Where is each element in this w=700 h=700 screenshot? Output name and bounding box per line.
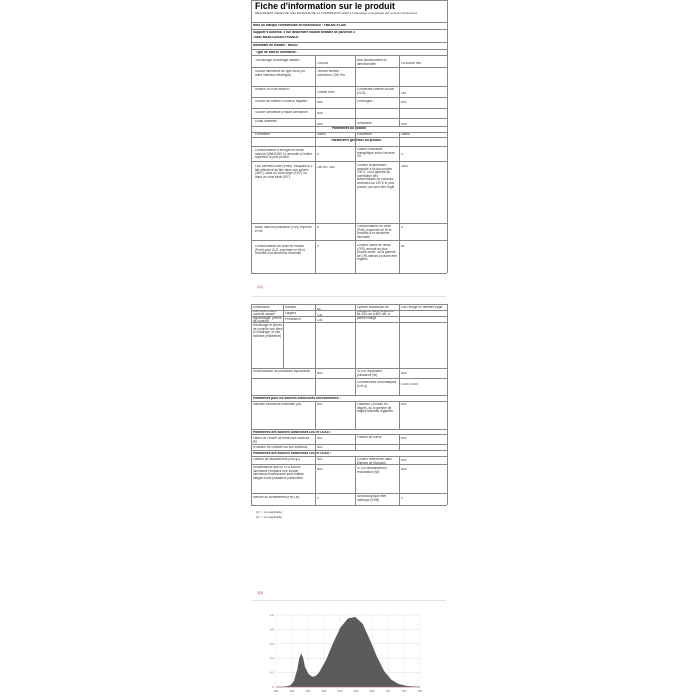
x-tick-label: 550 [337,689,343,693]
page-number-1: 1(1) [257,285,264,289]
table-rule [251,22,447,23]
table-rule [251,395,447,396]
led-params-header: Paramètres des sources lumineuses LED et OLED : [253,431,331,434]
fluorescent-replacement-label: Réclamations que un LED source lumineuse remplace une source lumineuse fluorescente sans ballast intégré d'une puissance particulière [253,466,304,480]
replacement-claim-label: Si Oui remplacement réclamation (W) [357,467,387,474]
table-rule [399,434,400,450]
y-tick-label: 0.8 [269,627,274,632]
mains-label: Secteur ou hors secteur : [255,88,291,91]
cap-type-value: Tension secteur connexion CAK Yes [317,70,345,77]
color-consistency-value: N/A [401,459,407,462]
on-mode-power-value: 6 [317,226,319,229]
table-rule [283,304,284,368]
r9-label: Valeur de l'indice de rendu des couleurs R9 [253,437,310,444]
table-rule [355,304,356,396]
efficiency-class-value: G [401,153,404,156]
spectrum-area [276,617,420,687]
envelope-value: N/A [401,101,407,104]
stroboscopic-value: 0 [401,497,403,500]
table-rule [399,401,400,429]
cls-value: Oui [401,92,406,95]
table-rule [251,137,447,138]
footnote-1: (1) '-': non applicable ; [256,511,284,514]
table-rule [355,456,356,505]
footnote-2: (2) '-': non applicable ; [256,516,284,519]
chromaticity-value: 0.440 0.405 [401,383,418,386]
y-tick-label: 1.0 [269,613,274,617]
width-label: Largeur [285,312,296,315]
y-tick-label: 0 [272,685,274,689]
width-value: 135 [317,314,323,317]
table-rule [355,55,356,127]
table-rule [251,161,447,162]
table-rule [399,456,400,505]
table-rule [251,310,447,311]
page-separator [251,296,446,297]
high-luminance-label: Source lumineuse à haute luminance : [255,111,310,114]
supplier-address: Supplier's address: 4 rue lafourniere bouant fontaine de jouvence 2 [253,31,356,34]
general-params-header: Paramètres généraux du produit : [331,139,383,142]
directional-label: Non directionnelle ou directionnelle [357,59,387,66]
color-consistency-label: Couleur cohérence dans Ellipses de McAdam [357,458,392,465]
table-rule [251,493,447,494]
cri-value: 80 [401,245,405,248]
y-tick-label: 0.6 [269,641,274,646]
table-rule [251,67,447,68]
supplier-name: Nom ou marque commerciale du fournisseur : YBKANTFLAM [253,24,346,27]
table-rule [355,434,356,450]
table-rule [251,368,447,369]
chromaticity-label: Coordonnées chromatiques (x et y) [357,381,397,388]
displacement-factor-label: Facteur de déplacement (cos φ1) [253,458,301,461]
page-title: Fiche d'information sur le produit [255,1,395,11]
lumen-maintenance-value: N/A [317,446,323,449]
table-rule [315,401,316,429]
stroboscopic-label: Stroboscopique effet métrique (SVM) [357,495,387,502]
peak-intensity-label: Intensité lumineuse maximale (cd) [253,403,302,406]
table-rule [251,49,447,50]
displacement-factor-value: N/A [317,458,323,461]
dimmable-label: Dimmable : [357,122,374,125]
x-tick-label: 700 [385,689,391,693]
table-rule [251,118,447,119]
directional-value: La source néo [401,62,422,65]
table-rule [447,0,448,273]
table-rule [251,456,447,457]
useful-flux-label: Flux lumineux utile (Φuse), indiquant si il fait référence au flux dans une sphère (360°), dans un cône large (120°) ou dans un cône étroit (90°) [255,165,313,179]
color-temperature-value: 3000 [401,165,409,168]
envelope-label: Enveloppe : [357,100,374,103]
table-rule [251,434,447,435]
model-identifier: Identifiant du modèle : MS022 [253,44,298,47]
column-header-parameter-2: Paramètre [357,133,372,136]
depth-value: 135 [317,319,323,322]
color-temperature-label: Couleur température, arrondie à la plus proche 100 K, ou la gamme de corrélation des températures de couleurs arrondies au 100 K le plus proche, qui peut être réglé [357,164,395,189]
table-rule [251,0,252,273]
energy-consumption-value: 6 [317,153,319,156]
table-rule [251,444,447,445]
survival-factor-value: N/A [401,437,407,440]
standby-power-label: Consommation en veille (Psb), exprimée en W et arrondie à la deuxième décimale [357,225,392,239]
beam-angle-value: N/A [401,403,407,406]
high-luminance-value: Non [317,112,323,115]
spectral-distribution-value: Voir l'image en dernière page [401,306,443,309]
r9-value: N/A [317,437,323,440]
y-tick-label: 0.2 [269,670,274,675]
x-tick-label: 650 [369,689,375,693]
dimmable-value: Non [401,123,407,126]
x-tick-label: 600 [353,689,359,693]
equivalent-power-value: N/A [401,372,407,375]
x-tick-label: 500 [321,689,327,693]
table-rule [251,401,447,402]
color-tunable-value: Non [317,101,323,104]
table-rule [251,240,447,241]
on-mode-power-label: Mode marche puissance (Pon), exprimé en W [255,226,312,233]
table-rule [251,97,447,98]
cls-label: Connectée lumière source (CLS): [357,88,395,95]
type-header: Type de source lumineuse : [256,51,298,54]
column-header-parameter: Paramètre [255,133,270,136]
spectral-distribution-chart [262,611,432,696]
table-rule [251,378,447,379]
flicker-label: Mesure du scintillement (Pst LM) [253,496,300,499]
lumen-maintenance-label: le facteur de maintien du flux lumineux [253,446,308,449]
x-tick-label: 380 [273,689,279,693]
network-standby-value: 0 [317,245,319,248]
table-rule [251,42,447,43]
table-rule [399,55,400,127]
product-params-header: Paramètres du produit [331,127,366,130]
table-rule [251,464,447,465]
table-rule [251,126,447,127]
flicker-value: 0 [317,497,319,500]
table-rule [251,55,447,56]
table-rule [251,304,252,505]
height-value: 65 [317,308,321,311]
table-rule [315,434,316,505]
table-rule [251,316,447,317]
table-rule [447,304,448,505]
table-rule [251,0,447,1]
table-rule [251,86,447,87]
table-rule [251,273,447,274]
survival-factor-label: Facteur de survie [357,436,382,439]
table-rule [251,132,447,133]
table-rule [315,304,316,396]
fluorescent-replacement-value: N/A [317,468,323,471]
table-rule [251,505,447,506]
table-rule [251,29,447,30]
technology-label: Technologie d'éclairage utilisée : [255,59,301,62]
table-rule [251,429,447,430]
anti-glare-value: Non [317,123,323,126]
x-tick-labels [274,689,423,693]
x-tick-label: 780 [417,689,423,693]
dimensions-label: Dimensions extérieures sans contrôle séparé appareillage, pièces de contrôle d'éclairage et pièces de contrôle non liées à l'éclairage, le cas échéant (millimètre) [253,306,283,338]
led-params-header-2: Paramètres des sources lumineuses LED et OLED : [253,452,331,455]
depth-label: Profondeur [285,318,301,321]
page-number-3: 3(3) [257,591,264,595]
table-rule [251,223,447,224]
x-tick-label: 400 [289,689,295,693]
energy-consumption-label: Consommation d'énergie en mode marche (kWh/1000 h), arrondie à l'entier supérieur le plus proche [255,149,312,160]
efficiency-class-label: Classe d'efficacité énergétique selon l'annexe VII [357,148,396,159]
table-rule [315,55,316,273]
technology-value: CircLed [317,62,328,65]
page-separator-2 [251,600,446,601]
mains-value: Lovelie Herz [317,91,335,94]
height-label: Hauteur [285,306,297,309]
table-rule [399,132,400,273]
peak-intensity-value: N/A [317,403,323,406]
column-header-value: Valeur [317,133,326,136]
regulation-subtitle: RÈGLEMENT DÉLÉGUÉ (UE) 2019/2015 DE LA COMMISSION relatif à l'étiquetage énergétique des sources lumineuses [255,12,418,15]
equivalent-power-claim-value: N/A [317,372,323,375]
equivalent-power-label: Si Oui, équivalent puissance (W) [357,370,382,377]
x-tick-label: 450 [305,689,311,693]
network-standby-label: Consommation de veille en réseau (Pnet) pour CLS, exprimée en W et arrondie à la deuxième décimale [255,245,305,256]
table-rule [251,450,447,451]
cri-label: Couleur indice de rendu (CRI), arrondi au plus proche entier, ou la gamme de CRI-valeurs pouvant être réglées [357,244,397,262]
table-rule [251,322,447,323]
spectral-distribution-label: Spectre distribution de puissance dans la gamme de 250 nm à 800 nm, à pleine charge [357,306,395,320]
standby-power-value: 0 [401,226,403,229]
beam-angle-label: Faisceau Corneau en degrés, ou la gamme de angles faisceau réglables [357,403,393,414]
useful-flux-value: 180 lm / 360 [317,166,335,169]
replacement-claim-value: N/A [401,468,407,471]
table-rule [251,146,447,147]
y-tick-label: 0.4 [269,656,274,661]
table-rule [399,304,400,396]
cap-type-label: Source lumineuse de type culot (ou autre interface électrique) [255,70,305,77]
supplier-city: 75460 MARCOUSSIS FRANCE [253,36,299,39]
x-tick-label: 750 [401,689,407,693]
table-rule [355,401,356,429]
table-rule [251,108,447,109]
color-tunable-label: Source de lumière à couleur réglable : [255,100,309,103]
table-rule [251,304,447,305]
table-rule [355,132,356,273]
column-header-value-2: Valeur [401,133,410,136]
anti-glare-label: Écran antireflet : [255,120,279,123]
y-tick-labels [270,613,275,689]
equivalent-power-claim-label: Revendication de puissance équivalente [253,370,311,373]
directional-params-header: Paramètres pour les sources lumineuses directionnelles : [253,397,341,400]
